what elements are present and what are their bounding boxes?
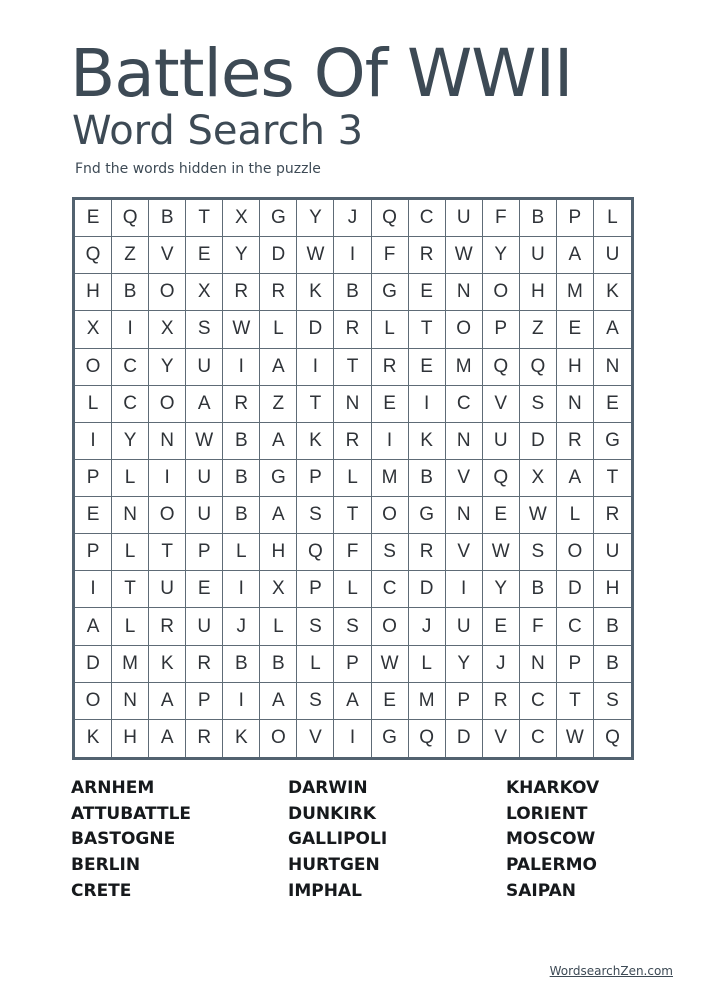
grid-cell[interactable]: P <box>557 646 594 683</box>
grid-cell[interactable]: Q <box>372 200 409 237</box>
grid-cell[interactable]: Z <box>112 237 149 274</box>
word-list-item: IMPHAL <box>288 880 362 901</box>
grid-cell[interactable]: X <box>149 311 186 348</box>
grid-cell[interactable]: R <box>483 683 520 720</box>
grid-cell[interactable]: X <box>520 460 557 497</box>
grid-cell[interactable]: U <box>186 349 223 386</box>
grid-cell[interactable]: G <box>260 460 297 497</box>
grid-cell[interactable]: O <box>75 349 112 386</box>
grid-cell[interactable]: H <box>557 349 594 386</box>
grid-cell[interactable]: R <box>149 608 186 645</box>
grid-cell[interactable]: A <box>75 608 112 645</box>
grid-cell[interactable]: T <box>557 683 594 720</box>
grid-cell[interactable]: W <box>223 311 260 348</box>
grid-cell[interactable]: O <box>557 534 594 571</box>
grid-cell[interactable]: O <box>483 274 520 311</box>
grid-cell[interactable]: E <box>186 237 223 274</box>
grid-cell[interactable]: K <box>297 423 334 460</box>
site-link[interactable]: WordsearchZen.com <box>549 964 673 978</box>
grid-cell[interactable]: E <box>409 274 446 311</box>
grid-cell[interactable]: L <box>297 646 334 683</box>
grid-cell[interactable]: P <box>297 571 334 608</box>
grid-cell[interactable]: N <box>557 386 594 423</box>
grid-cell[interactable]: L <box>223 534 260 571</box>
grid-cell[interactable]: P <box>75 460 112 497</box>
grid-cell[interactable]: S <box>334 608 371 645</box>
grid-cell[interactable]: M <box>557 274 594 311</box>
grid-cell[interactable]: U <box>446 200 483 237</box>
grid-cell[interactable]: R <box>372 349 409 386</box>
grid-cell[interactable]: J <box>409 608 446 645</box>
grid-cell[interactable]: K <box>223 720 260 757</box>
grid-cell[interactable]: R <box>334 311 371 348</box>
grid-cell[interactable]: T <box>186 200 223 237</box>
grid-cell[interactable]: R <box>409 237 446 274</box>
grid-cell[interactable]: P <box>297 460 334 497</box>
grid-cell[interactable]: B <box>520 571 557 608</box>
grid-cell[interactable]: V <box>297 720 334 757</box>
grid-cell[interactable]: U <box>149 571 186 608</box>
grid-cell[interactable]: H <box>75 274 112 311</box>
grid-cell[interactable]: A <box>260 497 297 534</box>
grid-cell[interactable]: I <box>75 423 112 460</box>
grid-cell[interactable]: R <box>186 720 223 757</box>
grid-cell[interactable]: H <box>112 720 149 757</box>
word-list-item: MOSCOW <box>506 829 596 850</box>
grid-cell[interactable]: I <box>297 349 334 386</box>
word-list-item: LORIENT <box>506 803 588 824</box>
grid-cell[interactable]: A <box>260 683 297 720</box>
grid-cell[interactable]: C <box>446 386 483 423</box>
grid-cell[interactable]: U <box>594 237 631 274</box>
grid-cell[interactable]: H <box>520 274 557 311</box>
grid-cell[interactable]: B <box>223 497 260 534</box>
grid-cell[interactable]: L <box>75 386 112 423</box>
word-list-item: ATTUBATTLE <box>71 803 192 824</box>
grid-cell[interactable]: T <box>297 386 334 423</box>
word-list-item: BERLIN <box>71 855 141 876</box>
grid-cell[interactable]: N <box>149 423 186 460</box>
grid-cell[interactable]: I <box>334 237 371 274</box>
grid-cell[interactable]: R <box>260 274 297 311</box>
grid-cell[interactable]: I <box>149 460 186 497</box>
grid-cell[interactable]: I <box>223 571 260 608</box>
grid-cell[interactable]: L <box>112 534 149 571</box>
grid-cell[interactable]: C <box>409 200 446 237</box>
grid-cell[interactable]: I <box>372 423 409 460</box>
grid-cell[interactable]: L <box>334 571 371 608</box>
grid-cell[interactable]: R <box>557 423 594 460</box>
grid-cell[interactable]: U <box>483 423 520 460</box>
grid-cell[interactable]: G <box>372 274 409 311</box>
grid-cell[interactable]: Y <box>446 646 483 683</box>
grid-cell[interactable]: S <box>594 683 631 720</box>
grid-cell[interactable]: Z <box>260 386 297 423</box>
word-list-item: GALLIPOLI <box>288 829 388 850</box>
grid-cell[interactable]: B <box>223 423 260 460</box>
grid-cell[interactable]: Q <box>75 237 112 274</box>
grid-cell[interactable]: E <box>372 683 409 720</box>
grid-cell[interactable]: O <box>260 720 297 757</box>
grid-cell[interactable]: L <box>334 460 371 497</box>
grid-cell[interactable]: B <box>112 274 149 311</box>
grid-cell[interactable]: B <box>594 646 631 683</box>
grid-cell[interactable]: F <box>372 237 409 274</box>
grid-cell[interactable]: B <box>223 646 260 683</box>
grid-cell[interactable]: U <box>594 534 631 571</box>
grid-cell[interactable]: W <box>446 237 483 274</box>
grid-cell[interactable]: D <box>75 646 112 683</box>
grid-cell[interactable]: Y <box>112 423 149 460</box>
grid-cell[interactable]: P <box>446 683 483 720</box>
grid-cell[interactable]: O <box>446 311 483 348</box>
grid-cell[interactable]: P <box>75 534 112 571</box>
grid-cell[interactable]: Q <box>483 349 520 386</box>
grid-cell[interactable]: B <box>520 200 557 237</box>
grid-cell[interactable]: X <box>260 571 297 608</box>
grid-cell[interactable]: S <box>186 311 223 348</box>
grid-cell[interactable]: R <box>223 274 260 311</box>
grid-cell[interactable]: O <box>372 497 409 534</box>
grid-cell[interactable]: J <box>334 200 371 237</box>
grid-cell[interactable]: F <box>520 608 557 645</box>
grid-cell[interactable]: B <box>149 200 186 237</box>
grid-cell[interactable]: S <box>520 534 557 571</box>
grid-cell[interactable]: Y <box>149 349 186 386</box>
grid-cell[interactable]: O <box>372 608 409 645</box>
grid-cell[interactable]: G <box>409 497 446 534</box>
grid-cell[interactable]: A <box>149 683 186 720</box>
grid-cell[interactable]: N <box>446 423 483 460</box>
puzzle-grid <box>75 200 631 757</box>
word-list-item: BASTOGNE <box>71 829 176 850</box>
grid-cell[interactable]: E <box>186 571 223 608</box>
grid-cell[interactable]: G <box>594 423 631 460</box>
grid-cell[interactable]: O <box>149 497 186 534</box>
grid-cell[interactable]: J <box>223 608 260 645</box>
grid-cell[interactable]: A <box>186 386 223 423</box>
grid-cell[interactable]: R <box>186 646 223 683</box>
grid-cell[interactable]: Y <box>223 237 260 274</box>
grid-cell[interactable]: W <box>557 720 594 757</box>
grid-cell[interactable]: A <box>334 683 371 720</box>
grid-cell[interactable]: R <box>409 534 446 571</box>
grid-cell[interactable]: B <box>334 274 371 311</box>
grid-cell[interactable]: I <box>223 349 260 386</box>
grid-cell[interactable]: G <box>372 720 409 757</box>
grid-cell[interactable]: E <box>75 497 112 534</box>
grid-cell[interactable]: B <box>594 608 631 645</box>
word-list-item: DARWIN <box>288 778 368 798</box>
grid-cell[interactable]: A <box>557 460 594 497</box>
grid-cell[interactable]: T <box>149 534 186 571</box>
grid-cell[interactable]: D <box>409 571 446 608</box>
grid-cell[interactable]: P <box>483 311 520 348</box>
grid-cell[interactable]: I <box>334 720 371 757</box>
grid-cell[interactable]: W <box>483 534 520 571</box>
grid-cell[interactable]: Q <box>605 727 620 749</box>
grid-cell[interactable]: D <box>446 720 483 757</box>
word-list-item: SAIPAN <box>506 880 577 901</box>
grid-cell[interactable]: S <box>372 534 409 571</box>
grid-cell[interactable]: U <box>186 608 223 645</box>
grid-cell[interactable]: H <box>594 571 631 608</box>
grid-cell[interactable]: L <box>557 497 594 534</box>
grid-cell[interactable]: X <box>186 274 223 311</box>
grid-cell[interactable]: X <box>223 200 260 237</box>
grid-cell[interactable]: F <box>483 200 520 237</box>
grid-cell[interactable]: W <box>186 423 223 460</box>
grid-cell[interactable]: C <box>112 386 149 423</box>
grid-cell[interactable]: C <box>372 571 409 608</box>
grid-cell[interactable]: T <box>112 571 149 608</box>
grid-cell[interactable]: A <box>594 311 631 348</box>
grid-cell[interactable]: N <box>446 274 483 311</box>
grid-cell[interactable]: S <box>520 386 557 423</box>
grid-cell[interactable]: S <box>297 497 334 534</box>
grid-cell[interactable]: Q <box>483 460 520 497</box>
grid-cell[interactable]: M <box>372 460 409 497</box>
grid-cell[interactable]: E <box>75 200 112 237</box>
grid-cell[interactable]: S <box>297 608 334 645</box>
grid-cell[interactable]: W <box>520 497 557 534</box>
grid-cell[interactable]: C <box>557 608 594 645</box>
grid-cell[interactable]: M <box>112 646 149 683</box>
grid-cell[interactable]: N <box>446 497 483 534</box>
grid-cell[interactable]: V <box>483 720 520 757</box>
grid-cell[interactable]: E <box>594 386 631 423</box>
grid-cell[interactable]: Q <box>112 200 149 237</box>
grid-cell[interactable]: N <box>594 349 631 386</box>
grid-cell[interactable]: R <box>334 423 371 460</box>
grid-cell[interactable]: B <box>223 460 260 497</box>
grid-cell[interactable]: K <box>75 720 112 757</box>
grid-cell[interactable]: P <box>557 200 594 237</box>
word-list-item: PALERMO <box>506 855 597 876</box>
grid-cell[interactable]: P <box>186 683 223 720</box>
grid-cell[interactable]: Y <box>483 237 520 274</box>
grid-cell[interactable]: E <box>483 608 520 645</box>
word-list-item: KHARKOV <box>506 778 600 798</box>
grid-cell[interactable]: I <box>112 311 149 348</box>
grid-cell[interactable]: W <box>297 237 334 274</box>
grid-cell[interactable]: W <box>372 646 409 683</box>
grid-cell[interactable]: R <box>223 386 260 423</box>
grid-cell[interactable]: E <box>372 386 409 423</box>
grid-cell[interactable]: K <box>149 646 186 683</box>
grid-cell[interactable]: C <box>520 683 557 720</box>
grid-cell[interactable]: X <box>75 311 112 348</box>
grid-cell[interactable]: V <box>149 237 186 274</box>
word-list-item: CRETE <box>71 880 132 901</box>
page-title: Battles Of WWII <box>70 35 573 112</box>
grid-cell[interactable]: E <box>409 349 446 386</box>
grid-cell[interactable]: Q <box>520 349 557 386</box>
grid-cell[interactable]: K <box>409 423 446 460</box>
grid-cell[interactable]: N <box>112 683 149 720</box>
grid-cell[interactable]: F <box>334 534 371 571</box>
grid-cell[interactable]: E <box>483 497 520 534</box>
grid-cell[interactable]: V <box>483 386 520 423</box>
grid-cell[interactable]: T <box>594 460 631 497</box>
grid-cell[interactable]: M <box>409 683 446 720</box>
grid-cell[interactable]: L <box>409 646 446 683</box>
grid-cell[interactable]: U <box>186 460 223 497</box>
grid-cell[interactable]: T <box>334 497 371 534</box>
grid-cell[interactable]: Y <box>483 571 520 608</box>
puzzle-grid-frame <box>72 197 634 760</box>
grid-cell[interactable]: B <box>260 646 297 683</box>
grid-cell[interactable]: L <box>372 311 409 348</box>
grid-cell[interactable]: V <box>446 460 483 497</box>
page-subtitle: Word Search 3 <box>72 108 364 154</box>
grid-cell[interactable]: A <box>149 720 186 757</box>
grid-cell[interactable]: T <box>334 349 371 386</box>
grid-cell[interactable]: Q <box>409 720 446 757</box>
grid-cell[interactable]: G <box>260 200 297 237</box>
grid-cell[interactable]: P <box>186 534 223 571</box>
grid-cell[interactable]: T <box>409 311 446 348</box>
grid-cell[interactable]: A <box>260 423 297 460</box>
grid-cell[interactable]: Q <box>297 534 334 571</box>
grid-cell[interactable]: L <box>260 608 297 645</box>
grid-cell[interactable]: I <box>223 683 260 720</box>
grid-cell[interactable]: L <box>260 311 297 348</box>
grid-cell[interactable]: L <box>112 608 149 645</box>
grid-cell[interactable]: C <box>112 349 149 386</box>
word-list-item: HURTGEN <box>288 855 380 876</box>
grid-cell[interactable]: U <box>446 608 483 645</box>
word-list-item: DUNKIRK <box>288 803 376 824</box>
grid-cell[interactable]: L <box>112 460 149 497</box>
grid-cell[interactable]: D <box>520 423 557 460</box>
grid-cell[interactable]: O <box>149 274 186 311</box>
grid-cell[interactable]: P <box>334 646 371 683</box>
grid-cell[interactable]: A <box>557 237 594 274</box>
grid-cell[interactable]: J <box>483 646 520 683</box>
grid-cell[interactable]: Z <box>520 311 557 348</box>
grid-cell[interactable]: N <box>112 497 149 534</box>
grid-cell[interactable]: D <box>260 237 297 274</box>
grid-cell[interactable]: I <box>409 386 446 423</box>
grid-cell[interactable]: N <box>334 386 371 423</box>
grid-cell[interactable]: O <box>75 683 112 720</box>
grid-cell[interactable]: C <box>520 720 557 757</box>
grid-cell[interactable]: O <box>149 386 186 423</box>
grid-cell[interactable]: A <box>260 349 297 386</box>
grid-cell[interactable]: H <box>260 534 297 571</box>
grid-cell[interactable]: E <box>557 311 594 348</box>
grid-cell[interactable]: U <box>186 497 223 534</box>
grid-cell[interactable]: K <box>297 274 334 311</box>
grid-cell[interactable]: I <box>446 571 483 608</box>
grid-cell[interactable]: I <box>75 571 112 608</box>
grid-cell[interactable]: R <box>594 497 631 534</box>
grid-cell[interactable]: K <box>594 274 631 311</box>
word-list <box>71 776 651 904</box>
grid-cell[interactable]: L <box>594 200 631 237</box>
grid-cell[interactable]: U <box>520 237 557 274</box>
grid-cell[interactable]: M <box>446 349 483 386</box>
grid-cell[interactable]: S <box>297 683 334 720</box>
grid-cell[interactable]: D <box>557 571 594 608</box>
word-list-item: ARNHEM <box>71 778 155 798</box>
grid-cell[interactable]: D <box>297 311 334 348</box>
grid-cell[interactable]: N <box>520 646 557 683</box>
instructions-text: Fnd the words hidden in the puzzle <box>75 161 321 177</box>
grid-cell[interactable]: V <box>446 534 483 571</box>
grid-cell[interactable]: Y <box>297 200 334 237</box>
grid-cell[interactable]: B <box>409 460 446 497</box>
